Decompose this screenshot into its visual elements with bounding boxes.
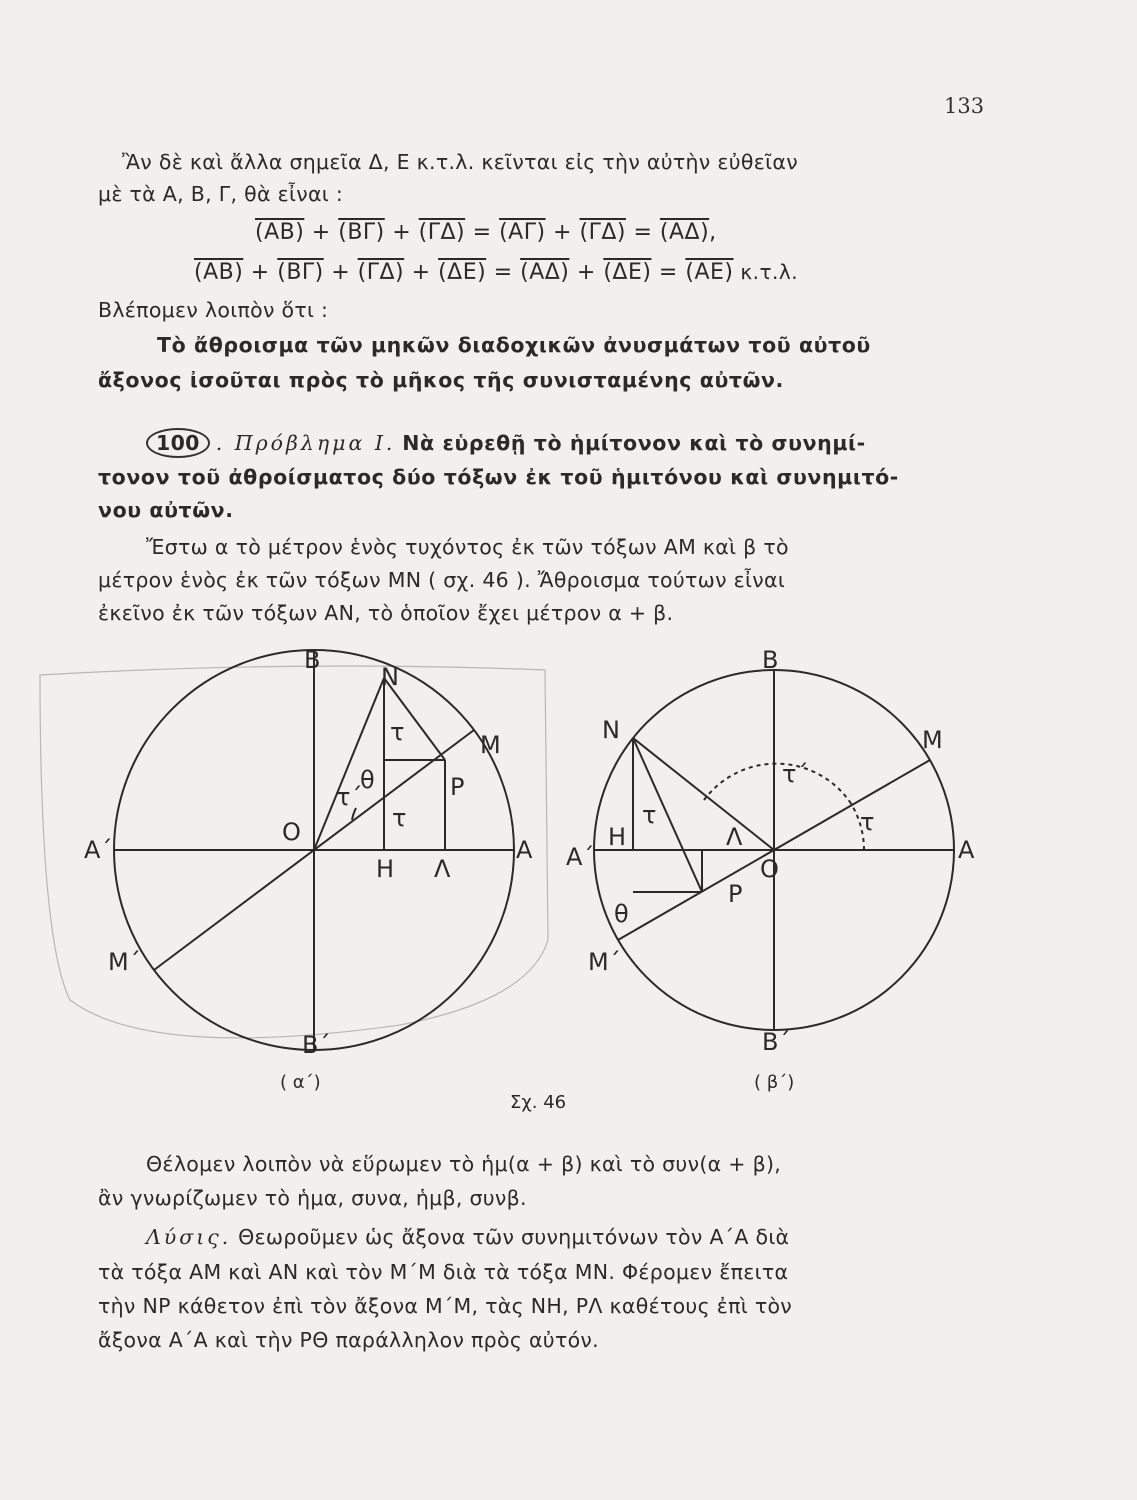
left-diagram xyxy=(84,646,533,1093)
formula-1-op-1: + xyxy=(304,220,339,245)
formula-2-term-7: (ΑΕ) xyxy=(685,260,734,285)
formula-2-op-6: = xyxy=(651,260,686,285)
problem-label: . Πρόβλημα Ι. xyxy=(215,431,396,455)
right-label-h: Η xyxy=(608,823,627,851)
formula-1-term-6: (ΑΔ) xyxy=(659,220,710,245)
right-label-a: Α xyxy=(958,836,975,864)
left-label-m: Μ xyxy=(480,731,501,759)
right-label-tau-2: τ xyxy=(860,808,875,836)
problem-line-2: τονον τοῦ ἀθροίσματος δύο τόξων ἐκ τοῦ ἡμιτόνου καὶ συνημιτό- xyxy=(98,465,899,489)
formula-1-tail: , xyxy=(709,220,717,245)
left-label-a: Α xyxy=(516,836,533,864)
left-label-a-prime: Α΄ xyxy=(84,836,113,864)
formula-2-term-4: (ΔΕ) xyxy=(438,260,487,285)
intro-line-2: μὲ τὰ Α, Β, Γ, θὰ εἶναι : xyxy=(98,182,344,206)
right-label-l: Λ xyxy=(726,823,743,851)
right-angle-arc-2 xyxy=(704,764,850,802)
left-label-h: Η xyxy=(376,855,395,883)
formula-2-term-5: (ΑΔ) xyxy=(520,260,570,285)
formula-2-term-3: (ΓΔ) xyxy=(357,260,405,285)
right-label-n: Ν xyxy=(602,716,620,744)
problem-number: 100 xyxy=(146,428,210,458)
solution-line-4: ἄξονα Α΄Α καὶ τὴν ΡΘ παράλληλον πρὸς αὐτόν. xyxy=(98,1328,599,1352)
left-label-tau-2: τ xyxy=(392,804,407,832)
left-caption: ( α΄) xyxy=(280,1072,321,1093)
formula-2-op-4: = xyxy=(486,260,521,285)
right-label-o: Ο xyxy=(760,855,779,883)
formula-1-op-3: = xyxy=(465,220,500,245)
right-label-tau-1: τ xyxy=(642,801,657,829)
setup-line-1: Ἔστω α τὸ μέτρον ἑνὸς τυχόντος ἐκ τῶν τόξων ΑΜ καὶ β τὸ xyxy=(146,535,789,559)
left-label-l: Λ xyxy=(434,855,451,883)
left-label-b-prime: Β΄ xyxy=(302,1031,331,1059)
left-label-theta: θ xyxy=(360,766,375,794)
formula-2-op-1: + xyxy=(243,260,278,285)
formula-1-term-1: (ΑΒ) xyxy=(255,220,305,245)
goal-line-2: ἂν γνωρίζωμεν τὸ ἡμα, συνα, ἡμβ, συνβ. xyxy=(98,1186,527,1210)
intro-line-1: Ἂν δὲ καὶ ἄλλα σημεῖα Δ, Ε κ.τ.λ. κεῖνται εἰς τὴν αὐτὴν εὐθεῖαν xyxy=(122,150,798,174)
left-label-tau-1: τ xyxy=(390,718,405,746)
formula-2 xyxy=(194,260,798,285)
formula-2-term-6: (ΔΕ) xyxy=(603,260,652,285)
right-label-m: Μ xyxy=(922,726,943,754)
right-label-a-prime: Α΄ xyxy=(566,843,595,871)
left-label-p: Ρ xyxy=(450,773,465,801)
right-label-b-prime: Β΄ xyxy=(762,1028,791,1056)
theorem-line-2: ἄξονος ἰσοῦται πρὸς τὸ μῆκος τῆς συνισταμένης αὐτῶν. xyxy=(98,368,784,392)
solution-line-2: τὰ τόξα ΑΜ καὶ ΑΝ καὶ τὸν Μ΄Μ διὰ τὰ τόξα ΜΝ. Φέρομεν ἔπειτα xyxy=(98,1260,789,1284)
goal-line-1: Θέλομεν λοιπὸν νὰ εὕρωμεν τὸ ἡμ(α + β) καὶ τὸ συν(α + β), xyxy=(146,1152,782,1176)
solution-line-3: τὴν ΝΡ κάθετον ἐπὶ τὸν ἄξονα Μ΄Μ, τὰς ΝΗ, ΡΛ καθέτους ἐπὶ τὸν xyxy=(98,1294,793,1318)
formula-1-term-4: (ΑΓ) xyxy=(499,220,546,245)
theorem-line-1: Τὸ ἄθροισμα τῶν μηκῶν διαδοχικῶν ἀνυσμάτων τοῦ αὐτοῦ xyxy=(157,333,871,357)
problem-line-1: Νὰ εὑρεθῇ τὸ ἡμίτονον καὶ τὸ συνημί- xyxy=(402,431,866,455)
formula-2-tail: κ.τ.λ. xyxy=(733,260,799,284)
conclusion-intro: Βλέπομεν λοιπὸν ὅτι : xyxy=(98,298,329,322)
formula-2-term-1: (ΑΒ) xyxy=(194,260,244,285)
left-label-n: Ν xyxy=(381,663,399,691)
formula-2-term-2: (ΒΓ) xyxy=(277,260,324,285)
right-label-m-prime: Μ΄ xyxy=(588,948,621,976)
formula-1-op-4: + xyxy=(545,220,580,245)
right-radius-on xyxy=(633,738,774,850)
formula-1-term-5: (ΓΔ) xyxy=(579,220,626,245)
formula-1-term-2: (ΒΓ) xyxy=(338,220,385,245)
figure-caption: Σχ. 46 xyxy=(510,1092,567,1113)
right-label-tau-prime: τ΄ xyxy=(782,760,809,788)
formula-1 xyxy=(255,220,717,245)
right-label-b: Β xyxy=(762,646,779,674)
setup-line-2: μέτρον ἑνὸς ἐκ τῶν τόξων ΜΝ ( σχ. 46 ). Ἄθροισμα τούτων εἶναι xyxy=(98,568,786,592)
problem-heading xyxy=(146,428,866,458)
formula-1-op-2: + xyxy=(384,220,419,245)
left-label-m-prime: Μ΄ xyxy=(108,948,141,976)
page-number: 133 xyxy=(944,94,985,118)
setup-line-3: ἐκεῖνο ἐκ τῶν τόξων ΑΝ, τὸ ὁποῖον ἔχει μέτρον α + β. xyxy=(98,601,674,625)
figure-46 xyxy=(0,640,1137,1120)
right-label-theta: θ xyxy=(614,900,629,928)
left-label-o: Ο xyxy=(282,818,301,846)
right-label-p: Ρ xyxy=(728,880,743,908)
formula-2-op-3: + xyxy=(404,260,439,285)
pencil-sketch xyxy=(40,666,548,1038)
left-label-tau-prime: τ΄ xyxy=(336,783,363,811)
left-label-b: Β xyxy=(304,646,321,674)
formula-2-op-2: + xyxy=(323,260,358,285)
problem-line-3: νου αὐτῶν. xyxy=(98,498,234,522)
formula-1-op-5: = xyxy=(625,220,660,245)
formula-1-term-3: (ΓΔ) xyxy=(418,220,466,245)
right-diagram xyxy=(566,646,975,1093)
solution-line-1-text: Θεωροῦμεν ὡς ἄξονα τῶν συνημιτόνων τὸν Α΄Α διὰ xyxy=(231,1225,790,1249)
formula-2-op-5: + xyxy=(569,260,604,285)
right-caption: ( β΄) xyxy=(754,1072,795,1093)
solution-label: Λύσις. xyxy=(146,1225,232,1249)
solution-line-1 xyxy=(146,1225,789,1249)
